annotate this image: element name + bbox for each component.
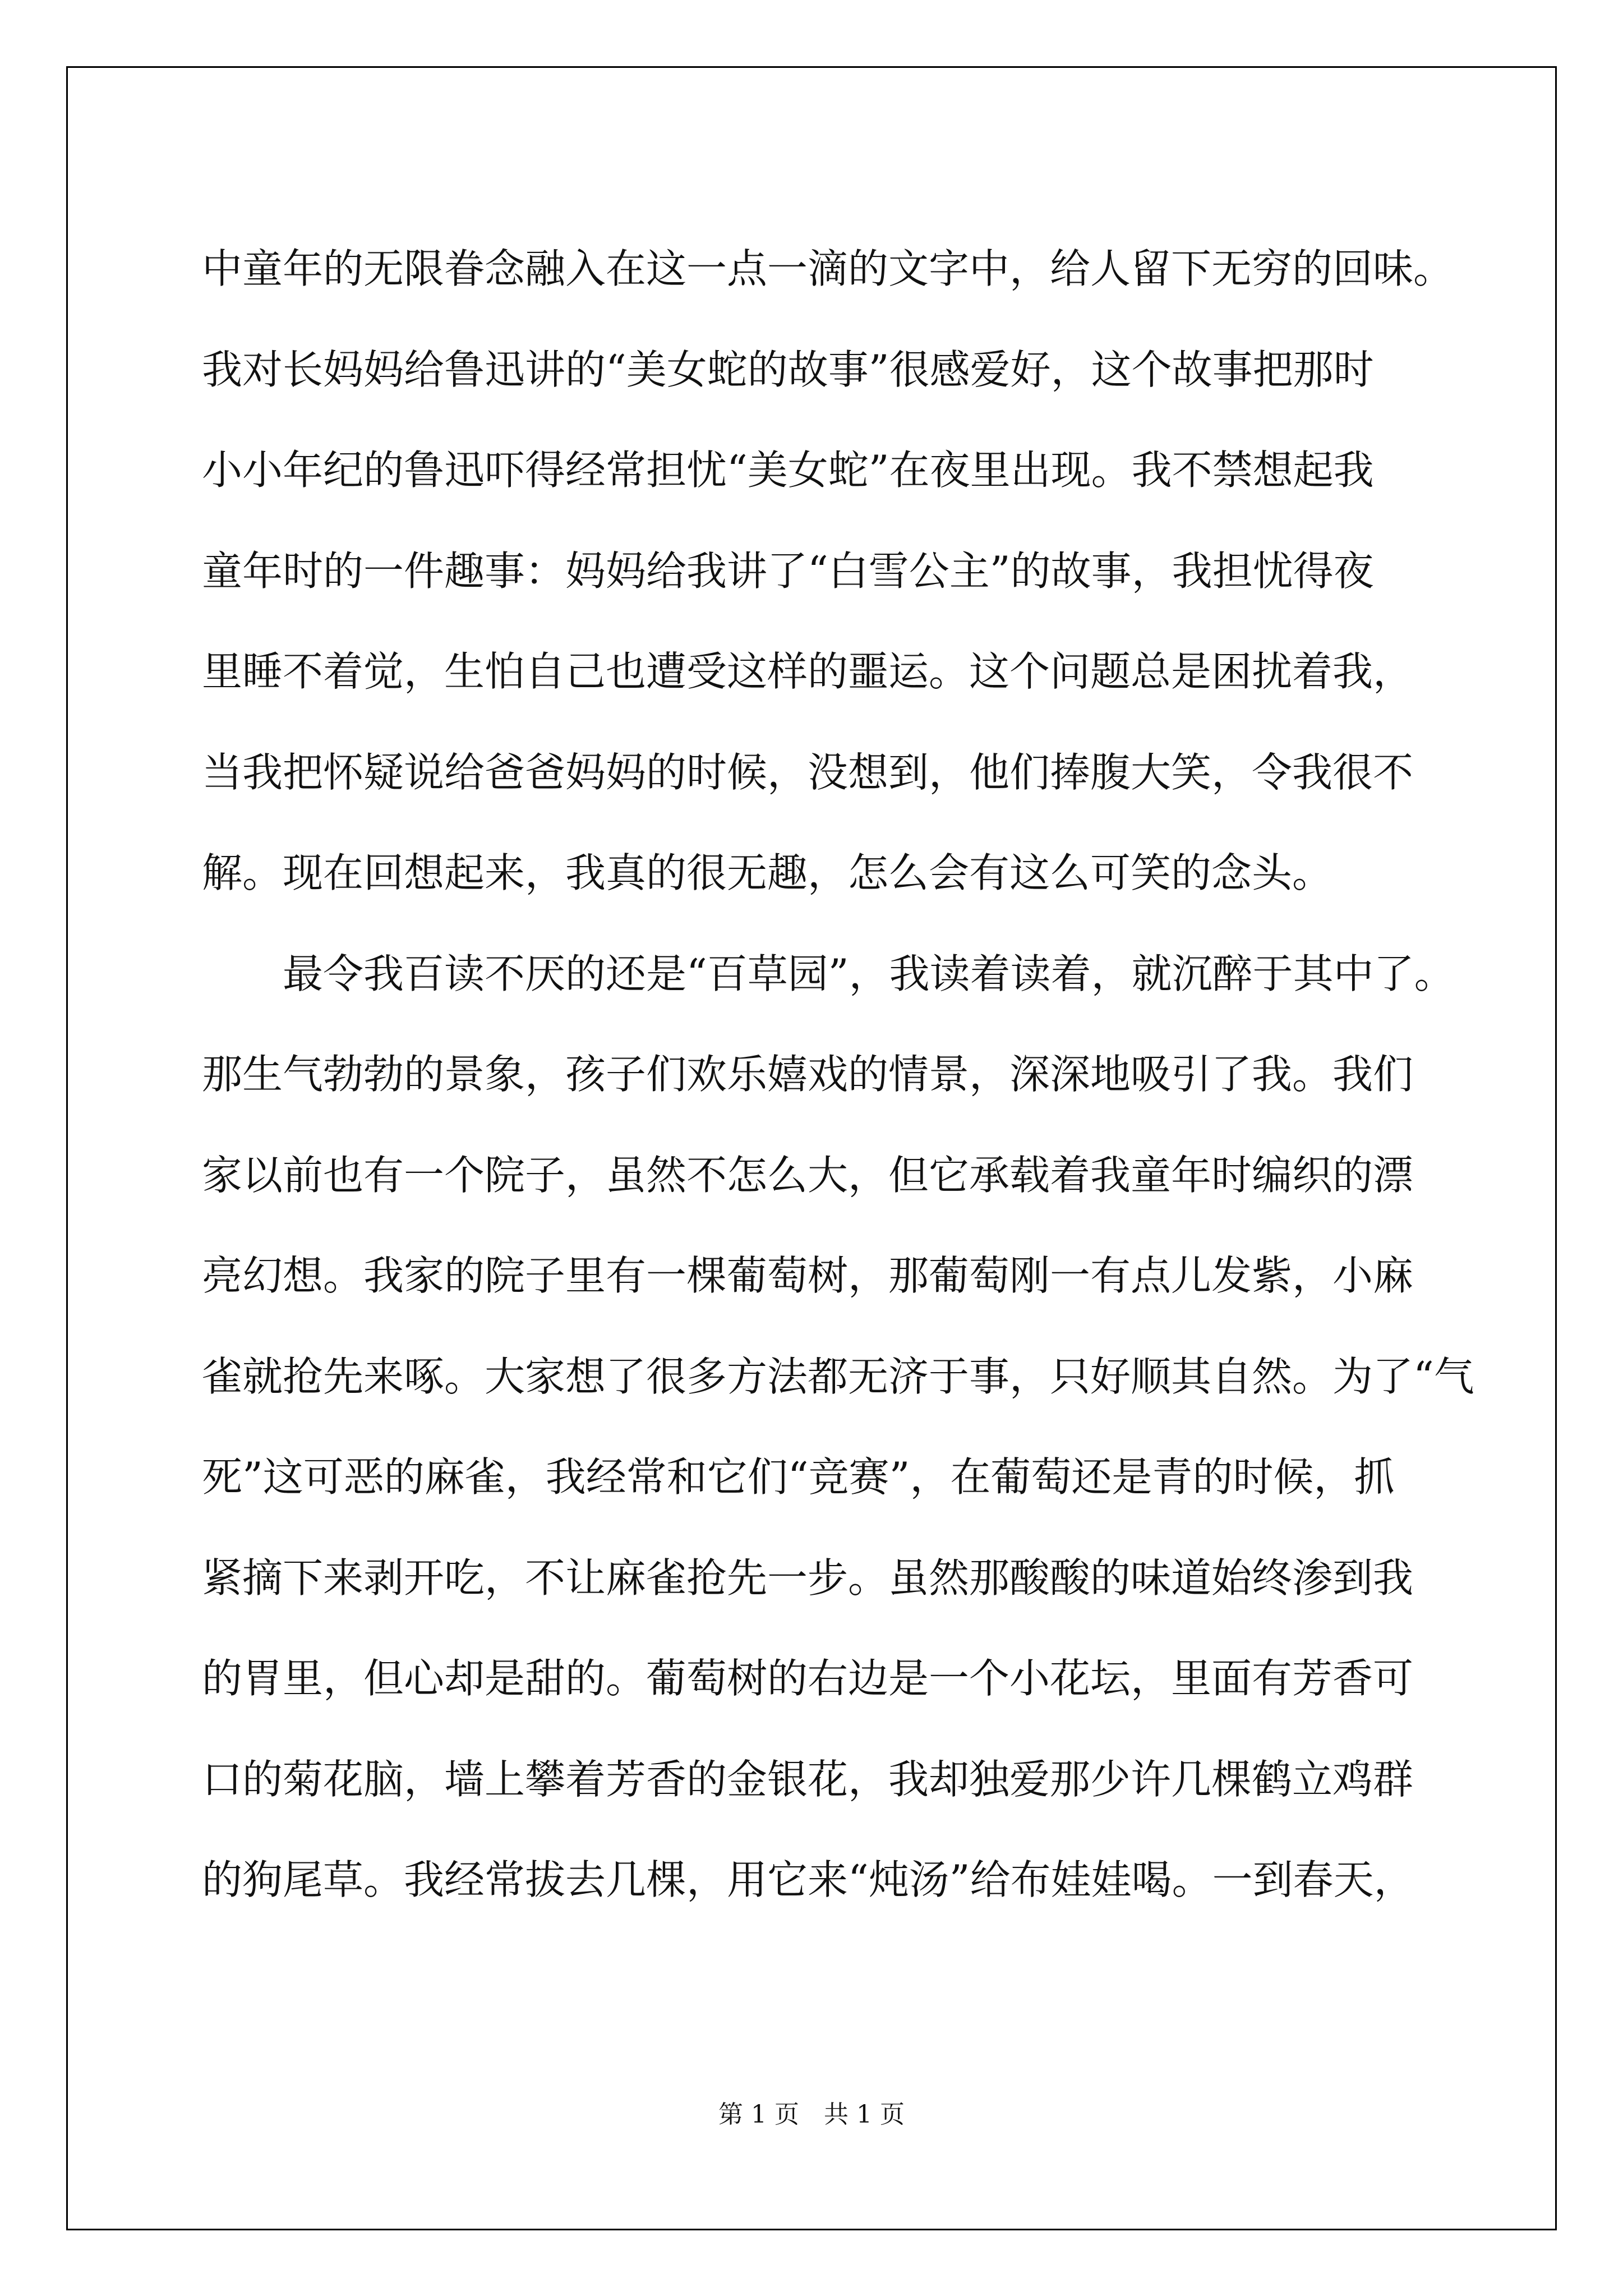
text-line: 的狗尾草。我经常拔去几棵，用它来“炖汤”给布娃娃喝。一到春天， <box>202 1856 1414 1903</box>
page-number-footer: 第 1 页 共 1 页 <box>718 2100 905 2129</box>
text-line: 中童年的无限眷念融入在这一点一滴的文字中，给人留下无穷的回味。 <box>202 245 1454 292</box>
text-line: 紧摘下来剥开吃，不让麻雀抢先一步。虽然那酸酸的味道始终渗到我 <box>202 1554 1414 1602</box>
text-line: 家以前也有一个院子，虽然不怎么大，但它承载着我童年时编织的漂 <box>202 1151 1414 1199</box>
text-line: 解。现在回想起来，我真的很无趣，怎么会有这么可笑的念头。 <box>202 849 1333 896</box>
document-body <box>202 219 1474 1931</box>
text-line: 的胃里，但心却是甜的。葡萄树的右边是一个小花坛，里面有芳香可 <box>202 1655 1414 1702</box>
text-line: 里睡不着觉，生怕自己也遭受这样的噩运。这个问题总是困扰着我， <box>202 648 1414 695</box>
text-line: 死”这可恶的麻雀，我经常和它们“竞赛”，在葡萄还是青的时候，抓 <box>202 1453 1395 1501</box>
text-line: 最令我百读不厌的还是“百草园”，我读着读着，就沉醉于其中了。 <box>202 950 1455 997</box>
text-line: 童年时的一件趣事：妈妈给我讲了“白雪公主”的故事，我担忧得夜 <box>202 547 1374 595</box>
text-line: 当我把怀疑说给爸爸妈妈的时候，没想到，他们捧腹大笑，令我很不 <box>202 748 1414 796</box>
text-line: 我对长妈妈给鲁迅讲的“美女蛇的故事”很感爱好，这个故事把那时 <box>202 346 1374 393</box>
text-line: 那生气勃勃的景象，孩子们欢乐嬉戏的情景，深深地吸引了我。我们 <box>202 1051 1414 1098</box>
text-line: 小小年纪的鲁迅吓得经常担忧“美女蛇”在夜里出现。我不禁想起我 <box>202 447 1374 494</box>
text-line: 亮幻想。我家的院子里有一棵葡萄树，那葡萄刚一有点儿发紫，小麻 <box>202 1252 1414 1299</box>
text-line: 雀就抢先来啄。大家想了很多方法都无济于事，只好顺其自然。为了“气 <box>202 1352 1474 1400</box>
text-line: 口的菊花脑，墙上攀着芳香的金银花，我却独爱那少许几棵鹤立鸡群 <box>202 1755 1414 1803</box>
